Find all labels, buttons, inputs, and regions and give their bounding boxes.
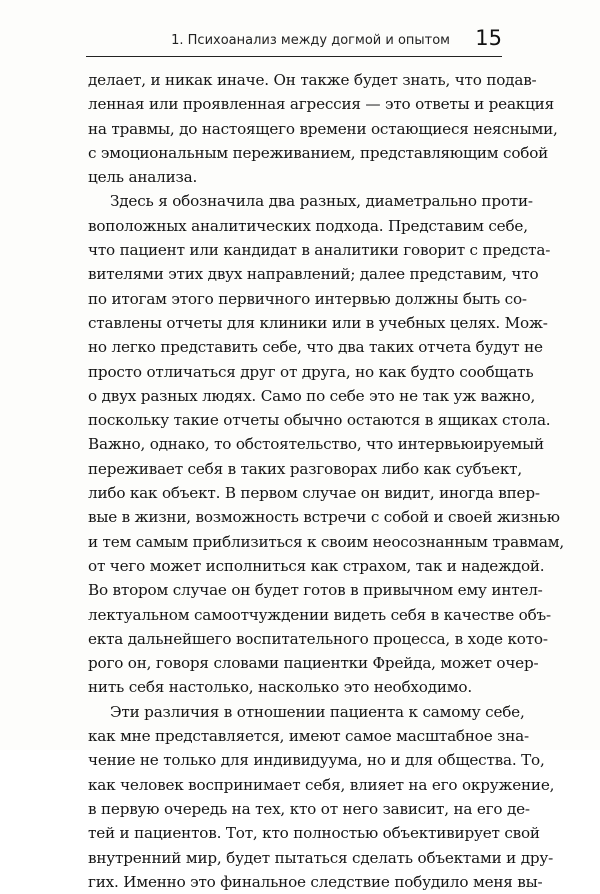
text-line: поскольку такие отчеты обычно остаются в ящиках стола. (88, 411, 551, 430)
text-line: но легко представить себе, что два таких отчета будут не (88, 338, 543, 357)
text-line: внутренний мир, будет пытаться сделать объектами и дру- (88, 848, 554, 867)
text-line: в первую очередь на тех, кто от него зависит, на его де- (88, 799, 530, 818)
body-text (88, 68, 565, 894)
text-line: лектуальном самоотчуждении видеть себя в качестве объ- (88, 605, 551, 624)
text-line: как мне представляется, имеют самое масштабное зна- (88, 727, 529, 746)
text-line: Во втором случае он будет готов в привычном ему интел- (88, 581, 543, 600)
text-line: с эмоциональным переживанием, представляющим собой (88, 143, 549, 162)
text-line: от чего может исполниться как страхом, так и надеждой. (88, 556, 545, 575)
text-line: ставлены отчеты для клиники или в учебных целях. Мож- (88, 313, 548, 332)
text-line: рого он, говоря словами пациентки Фрейда, может очер- (88, 654, 539, 673)
text-line: чение не только для индивидуума, но и для общества. То, (88, 751, 545, 770)
text-line: на травмы, до настоящего времени остающиеся неясными, (88, 119, 558, 138)
text-line: о двух разных людях. Само по себе это не так уж важно, (88, 386, 536, 405)
text-line: екта дальнейшего воспитательного процесса, в ходе кото- (88, 629, 548, 648)
text-line: переживает себя в таких разговорах либо как субъект, (88, 459, 522, 478)
text-line: делает, и никак иначе. Он также будет знать, что подав- (88, 71, 537, 89)
text-line: Важно, однако, то обстоятельство, что интервьюируемый (88, 435, 544, 454)
text-line: и тем самым приблизиться к своим неосознанным травмам, (88, 532, 565, 551)
text-line: вителями этих двух направлений; далее представим, что (88, 265, 539, 284)
text-line: Эти различия в отношении пациента к самому себе, (110, 702, 525, 721)
text-line: нить себя настолько, насколько это необходимо. (88, 678, 472, 697)
text-line: что пациент или кандидат в аналитики говорит с предста- (88, 241, 551, 260)
text-line: Здесь я обозначила два разных, диаметрально проти- (110, 192, 533, 211)
text-line: цель анализа. (88, 168, 198, 187)
text-line: гих. Именно это финальное следствие побудило меня вы- (88, 872, 543, 891)
page-header (86, 24, 502, 57)
text-line: по итогам этого первичного интервью должны быть со- (88, 289, 527, 308)
text-line: тей и пациентов. Тот, кто полностью объективирует свой (88, 824, 540, 843)
text-line: либо как объект. В первом случае он видит, иногда впер- (88, 484, 540, 503)
text-line: ленная или проявленная агрессия — это ответы и реакция (88, 95, 554, 114)
text-line: воположных аналитических подхода. Представим себе, (88, 216, 528, 235)
running-head: 1. Психоанализ между догмой и опытом (171, 33, 450, 48)
text-line: просто отличаться друг от друга, но как будто сообщать (88, 362, 534, 381)
text-line: как человек воспринимает себя, влияет на его окружение, (88, 775, 555, 794)
text-line: вые в жизни, возможность встречи с собой и своей жизнью (88, 508, 560, 527)
page-number: 15 (475, 26, 502, 50)
